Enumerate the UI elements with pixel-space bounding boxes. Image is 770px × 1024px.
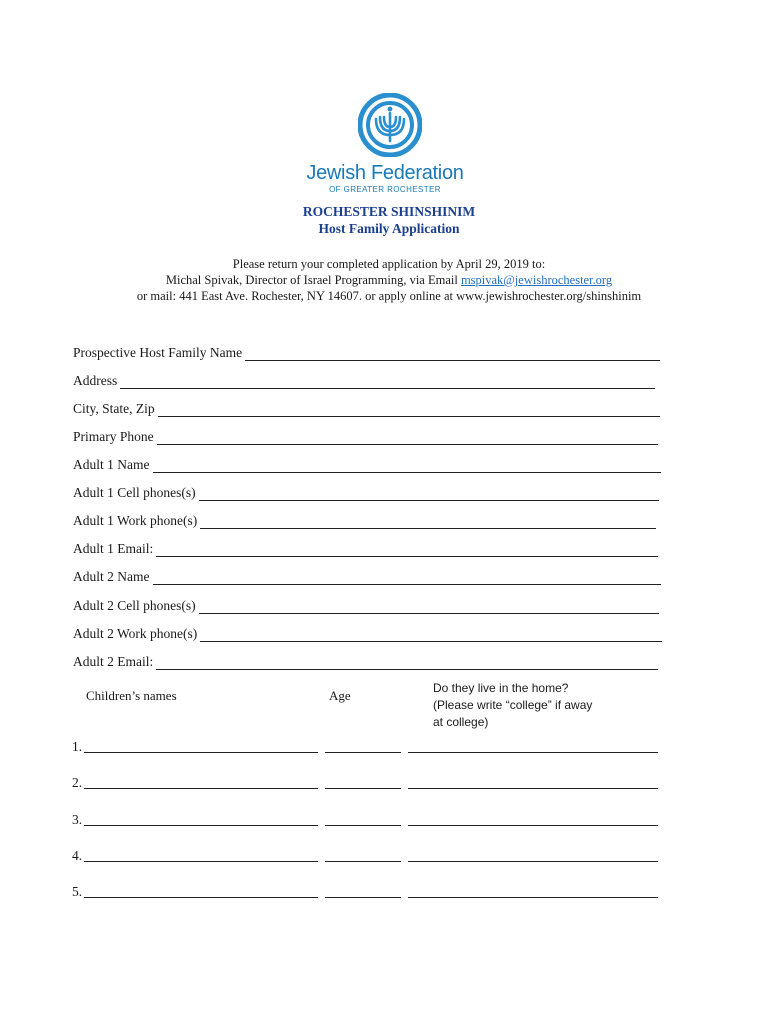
instructions-line-2 bbox=[0, 273, 770, 288]
jewish-federation-logo bbox=[358, 93, 422, 157]
field-label: Adult 2 Name bbox=[73, 569, 150, 584]
child-age-input-line[interactable] bbox=[325, 860, 401, 862]
child-row bbox=[72, 846, 662, 864]
field-adult2-work bbox=[73, 624, 662, 642]
field-label: Primary Phone bbox=[73, 429, 154, 444]
adult1-cell-input-line[interactable] bbox=[199, 486, 659, 501]
field-label: Adult 2 Email: bbox=[73, 654, 154, 669]
child-lives-home-input-line[interactable] bbox=[408, 787, 658, 789]
child-row bbox=[72, 737, 662, 755]
child-row-number: 4. bbox=[72, 848, 83, 863]
child-row-number: 5. bbox=[72, 884, 83, 899]
child-lives-home-input-line[interactable] bbox=[408, 824, 658, 826]
live-at-home-header-line-1: Do they live in the home? bbox=[433, 681, 569, 695]
adult2-name-input-line[interactable] bbox=[153, 570, 662, 585]
adult1-name-input-line[interactable] bbox=[153, 458, 662, 473]
child-age-input-line[interactable] bbox=[325, 896, 401, 898]
child-lives-home-input-line[interactable] bbox=[408, 751, 658, 753]
field-label: Adult 2 Cell phones(s) bbox=[73, 598, 196, 613]
instructions-line-1: Please return your completed application by April 29, 2019 to: bbox=[232, 257, 546, 271]
child-row bbox=[72, 882, 662, 900]
child-name-input-line[interactable] bbox=[84, 824, 318, 826]
child-row-number: 1. bbox=[72, 739, 83, 754]
document-title: ROCHESTER SHINSHINIM bbox=[302, 204, 476, 219]
field-label: Adult 1 Email: bbox=[73, 541, 154, 556]
field-label: City, State, Zip bbox=[73, 401, 155, 416]
field-adult1-name bbox=[73, 455, 661, 473]
child-row bbox=[72, 773, 662, 791]
address-input-line[interactable] bbox=[120, 374, 655, 389]
org-subname: OF GREATER ROCHESTER bbox=[329, 185, 441, 194]
field-adult2-cell bbox=[73, 596, 659, 614]
field-adult1-email bbox=[73, 539, 658, 557]
child-lives-home-input-line[interactable] bbox=[408, 860, 658, 862]
child-name-input-line[interactable] bbox=[84, 896, 318, 898]
field-label: Adult 1 Name bbox=[73, 457, 150, 472]
org-name: Jewish Federation bbox=[306, 162, 464, 184]
field-family-name bbox=[73, 343, 660, 361]
child-age-input-line[interactable] bbox=[325, 824, 401, 826]
adult1-work-input-line[interactable] bbox=[200, 514, 656, 529]
live-at-home-header-line-3: at college) bbox=[433, 715, 489, 729]
child-name-input-line[interactable] bbox=[84, 860, 318, 862]
field-adult1-work bbox=[73, 511, 656, 529]
child-name-input-line[interactable] bbox=[84, 787, 318, 789]
email-link[interactable]: mspivak@jewishrochester.org bbox=[460, 273, 613, 287]
live-at-home-header-line-2: (Please write “college” if away bbox=[433, 698, 593, 712]
primary-phone-input-line[interactable] bbox=[157, 430, 658, 445]
field-label: Prospective Host Family Name bbox=[73, 345, 243, 360]
child-row-number: 2. bbox=[72, 775, 83, 790]
child-row bbox=[72, 810, 662, 828]
adult2-email-input-line[interactable] bbox=[156, 655, 658, 670]
field-address bbox=[73, 371, 655, 389]
age-header: Age bbox=[329, 688, 351, 703]
city-state-zip-input-line[interactable] bbox=[158, 402, 660, 417]
field-label: Adult 1 Cell phones(s) bbox=[73, 485, 196, 500]
child-row-number: 3. bbox=[72, 812, 83, 827]
adult1-email-input-line[interactable] bbox=[156, 542, 658, 557]
field-adult2-email bbox=[73, 652, 658, 670]
child-age-input-line[interactable] bbox=[325, 787, 401, 789]
child-name-input-line[interactable] bbox=[84, 751, 318, 753]
family-name-input-line[interactable] bbox=[245, 346, 660, 361]
field-adult2-name bbox=[73, 567, 661, 585]
field-city-state-zip bbox=[73, 399, 660, 417]
field-label: Adult 1 Work phone(s) bbox=[73, 513, 198, 528]
child-lives-home-input-line[interactable] bbox=[408, 896, 658, 898]
document-subtitle: Host Family Application bbox=[318, 221, 460, 236]
live-at-home-header bbox=[433, 680, 633, 731]
adult2-work-input-line[interactable] bbox=[200, 627, 662, 642]
child-age-input-line[interactable] bbox=[325, 751, 401, 753]
instructions-line-3: or mail: 441 East Ave. Rochester, NY 14607. or apply online at www.jewishrochester.org/shinshinim bbox=[136, 289, 642, 303]
field-label: Adult 2 Work phone(s) bbox=[73, 626, 198, 641]
field-label: Address bbox=[73, 373, 118, 388]
children-names-header: Children’s names bbox=[86, 688, 177, 703]
field-primary-phone bbox=[73, 427, 658, 445]
adult2-cell-input-line[interactable] bbox=[199, 599, 659, 614]
field-adult1-cell bbox=[73, 483, 659, 501]
instructions-contact: Michal Spivak, Director of Israel Programming, via Email bbox=[165, 273, 461, 287]
